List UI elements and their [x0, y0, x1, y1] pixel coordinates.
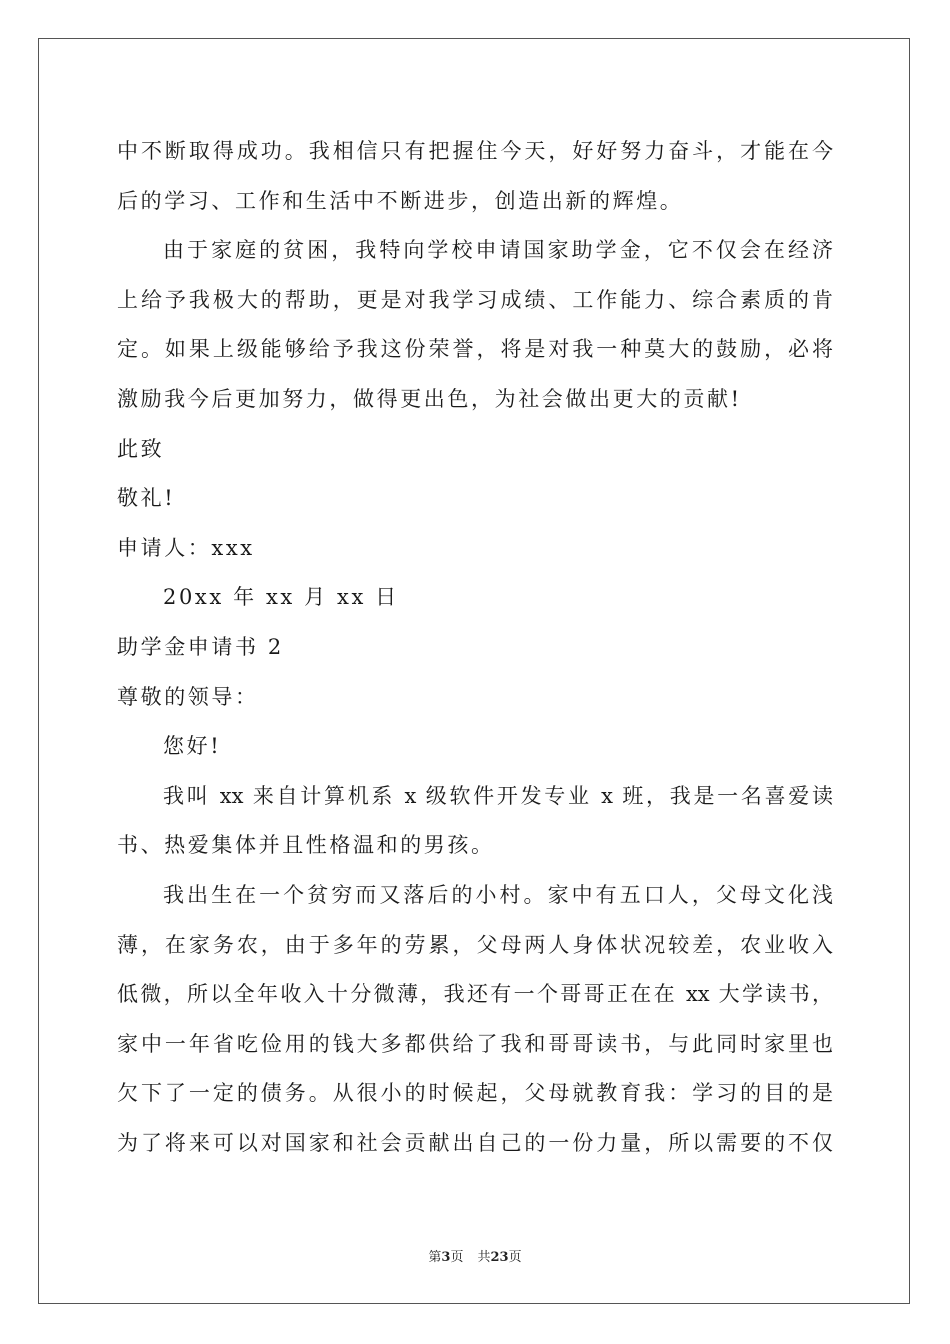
- page-prefix: 第: [428, 1250, 442, 1265]
- paragraph-line: 书、热爱集体并且性格温和的男孩。: [117, 833, 495, 858]
- paragraph-line: 激励我今后更加努力，做得更出色，为社会做出更大的贡献!: [117, 386, 742, 411]
- page-number: 3: [441, 1250, 451, 1265]
- greeting-line: 您好!: [163, 734, 222, 759]
- paragraph-line: 中不断取得成功。我相信只有把握住今天，好好努力奋斗，才能在今: [117, 139, 833, 163]
- paragraph-line: 为了将来可以对国家和社会贡献出自己的一份力量，所以需要的不仅: [117, 1130, 833, 1155]
- salutation-line: 敬礼!: [117, 486, 176, 511]
- paragraph-line: 薄，在家务农，由于多年的劳累，父母两人身体状况较差，农业收入: [117, 932, 833, 957]
- paragraph-line: 欠下了一定的债务。从很小的时候起，父母就教育我：学习的目的是: [117, 1081, 833, 1106]
- paragraph-line: 定。如果上级能够给予我这份荣誉，将是对我一种莫大的鼓励，必将: [117, 337, 833, 362]
- paragraph-line: 低微，所以全年收入十分微薄，我还有一个哥哥正在在 xx 大学读书，: [117, 982, 833, 1007]
- paragraph-line: 我叫 xx 来自计算机系 x 级软件开发专业 x 班，我是一名喜爱读: [163, 783, 833, 808]
- section-title: 助学金申请书 2: [117, 634, 284, 659]
- page-footer: [0, 1246, 950, 1265]
- applicant-line: 申请人：xxx: [117, 535, 255, 560]
- greeting-line: 尊敬的领导：: [117, 684, 259, 709]
- paragraph-line: 上给予我极大的帮助，更是对我学习成绩、工作能力、综合素质的肯: [117, 287, 833, 312]
- paragraph-line: 由于家庭的贫困，我特向学校申请国家助学金，它不仅会在经济: [163, 238, 833, 263]
- document-body: [117, 127, 833, 1168]
- date-line: 20xx 年 xx 月 xx 日: [163, 585, 399, 610]
- paragraph-line: 家中一年省吃俭用的钱大多都供给了我和哥哥读书，与此同时家里也: [117, 1031, 833, 1056]
- closing-line: 此致: [117, 436, 165, 461]
- page-unit: 页: [450, 1250, 464, 1265]
- total-pages: 23: [490, 1250, 509, 1265]
- total-unit: 页: [508, 1250, 522, 1265]
- total-prefix: 共: [477, 1250, 491, 1265]
- paragraph-line: 我出生在一个贫穷而又落后的小村。家中有五口人，父母文化浅: [163, 882, 833, 907]
- paragraph-line: 后的学习、工作和生活中不断进步，创造出新的辉煌。: [117, 188, 684, 213]
